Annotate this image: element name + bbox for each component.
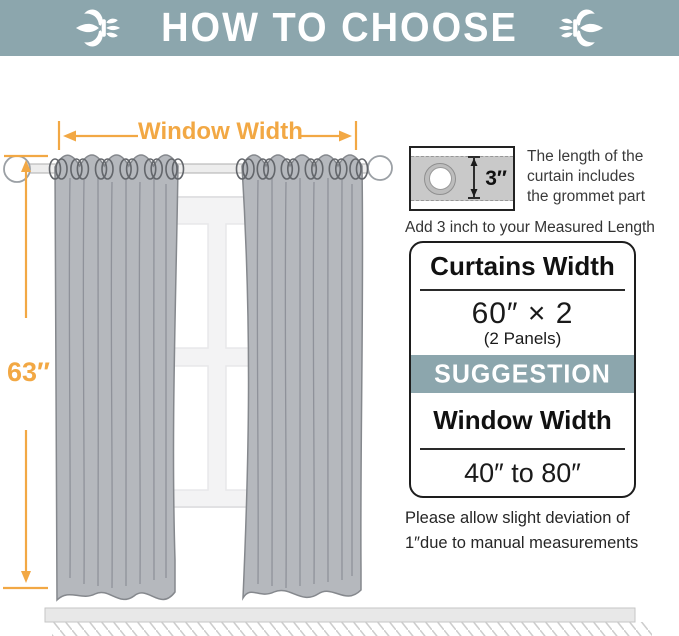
curtains-width-panels: (2 Panels) xyxy=(483,329,562,348)
grommet-depth-value: 3″ xyxy=(485,166,507,190)
window-width-header: Window Width xyxy=(433,405,612,435)
grommet-detail-diagram xyxy=(409,146,515,211)
banner xyxy=(0,0,679,56)
floor xyxy=(45,608,652,636)
add-length-note: Add 3 inch to your Measured Length xyxy=(405,219,655,236)
disclaimer-note: Please allow slight deviation of 1″due to manual measurements xyxy=(405,509,639,552)
window-width-label: Window Width xyxy=(138,118,303,145)
right-curtain-panel xyxy=(242,155,363,598)
suggestion-label: SUGGESTION xyxy=(434,358,611,389)
fleur-de-lis-icon xyxy=(558,5,604,51)
fleur-de-lis-icon xyxy=(75,5,121,51)
left-curtain-panel xyxy=(55,155,178,600)
curtains-width-cell xyxy=(411,291,634,355)
grommet-depth-arrow-icon xyxy=(467,149,481,206)
curtains-width-header: Curtains Width xyxy=(430,250,615,281)
curtain-length-label: 63″ xyxy=(7,357,50,387)
grommet-ring-icon xyxy=(424,163,456,195)
curtains-width-value: 60″ × 2 xyxy=(471,297,574,330)
window-width-value: 40″ to 80″ xyxy=(464,457,581,488)
rod-finial-right xyxy=(368,156,392,180)
grommet-description: The length of the curtain includes the grommet part xyxy=(527,148,646,206)
page-title: HOW TO CHOOSE xyxy=(161,4,518,51)
size-suggestion-table xyxy=(409,241,636,498)
suggestion-band xyxy=(411,355,634,393)
